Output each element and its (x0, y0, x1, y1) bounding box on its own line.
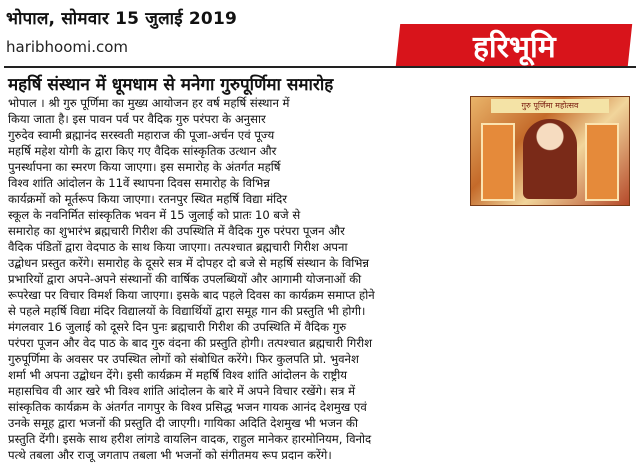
article-line: मंगलवार 16 जुलाई को दूसरे दिन पुनः ब्रह्मचारी गिरीश की उपस्थिति में वैदिक गुरु (8, 320, 347, 334)
article-line: उद्बोधन प्रस्तुत करेंगे। समारोह के दूसरे सत्र में दोपहर दो बजे से महर्षि संस्थान के विभिन्न (8, 256, 370, 270)
article-line: सांस्कृतिक कार्यक्रम के अंतर्गत नागपुर के विश्व प्रसिद्ध भजन गायक आनंद देशमुख एवं (8, 400, 367, 414)
article-line: विश्व शांति आंदोलन के 11वें स्थापना दिवस समारोह के विभिन्न (8, 176, 270, 190)
article-body (8, 95, 628, 463)
article-line: रूपरेखा पर विचार विमर्श किया जाएगा। इसके बाद पहले दिवस का कार्यक्रम समाप्त होने (8, 288, 375, 302)
photo-banner: गुरु पूर्णिमा महोत्सव (491, 99, 609, 113)
site-url: haribhoomi.com (6, 38, 128, 56)
article-line: किया जाता है। इस पावन पर्व पर वैदिक गुरु परंपरा के अनुसार (8, 112, 266, 126)
article-line: परंपरा पूजन और वेद पाठ के बाद गुरु वंदना की प्रस्तुति होगी। तत्पश्चात ब्रह्मचारी गिरीश (8, 336, 372, 350)
dateline: भोपाल, सोमवार 15 जुलाई 2019 (6, 9, 238, 29)
article-line: उनके समूह द्वारा भजनों की प्रस्तुति दी जाएगी। गायिका अदिति देशमुख भी भजन की (8, 416, 358, 430)
article-line: समारोह का शुभारंभ ब्रह्मचारी गिरीश की उपस्थिति में वैदिक गुरु परंपरा पूजन और (8, 224, 345, 238)
article-line: शर्मा भी अपना उद्बोधन देंगे। इसी कार्यक्रम में महर्षि विश्व शांति आंदोलन के राष्ट्रीय (8, 368, 347, 382)
article-line: महर्षि महेश योगी के द्वारा किए गए वैदिक सांस्कृतिक उत्थान और (8, 144, 277, 158)
header-rule (4, 66, 636, 68)
article-line: गुरुदेव स्वामी ब्रह्मानंद सरस्वती महाराज की पूजा-अर्चन एवं पूज्य (8, 128, 275, 142)
article-headline: महर्षि संस्थान में धूमधाम से मनेगा गुरुपूर्णिमा समारोह (8, 75, 334, 95)
article-line: पुनर्स्थापना का स्मरण किया जाएगा। इस समारोह के अंतर्गत महर्षि (8, 160, 281, 174)
logo-text: हरिभूमि (472, 29, 556, 65)
article-line: स्कूल के नवनिर्मित सांस्कृतिक भवन में 15 जुलाई को प्रातः 10 बजे से (8, 208, 301, 222)
article-line: भोपाल । श्री गुरु पूर्णिमा का मुख्य आयोजन हर वर्ष महर्षि संस्थान में (8, 96, 290, 110)
article-line: प्रस्तुति देंगी। इसके साथ हरीश लांगडे वायलिन वादक, राहुल मानेकर हारमोनियम, विनोद (8, 432, 372, 446)
article-line: पत्थे तबला और राजू जगताप तबला भी भजनों को संगीतमय रूप प्रदान करेंगे। (8, 448, 332, 462)
article-line: से पहले महर्षि विद्या मंदिर विद्यालयों के विद्यार्थियों द्वारा समूह गान की प्रस्तुति भी होगी। (8, 304, 366, 318)
article-line: कार्यक्रमों को मूर्तरूप किया जाएगा। रतनपुर स्थित महर्षि विद्या मंदिर (8, 192, 288, 206)
article-line: गुरुपूर्णिमा के अवसर पर उपस्थित लोगों को संबोधित करेंगे। फिर कुलपति प्रो. भुवनेश (8, 352, 359, 366)
newspaper-logo (396, 24, 632, 66)
article-line: प्रभारियों द्वारा अपने-अपने संस्थानों की वार्षिक उपलब्धियों और आगामी योजनाओं की (8, 272, 362, 286)
article-line: महासचिव वी आर खरे भी विश्व शांति आंदोलन के बारे में अपने विचार रखेंगे। सत्र में (8, 384, 356, 398)
article-line: वैदिक पंडितों द्वारा वेदपाठ के साथ किया जाएगा। तत्पश्चात ब्रह्मचारी गिरीश अपना (8, 240, 348, 254)
